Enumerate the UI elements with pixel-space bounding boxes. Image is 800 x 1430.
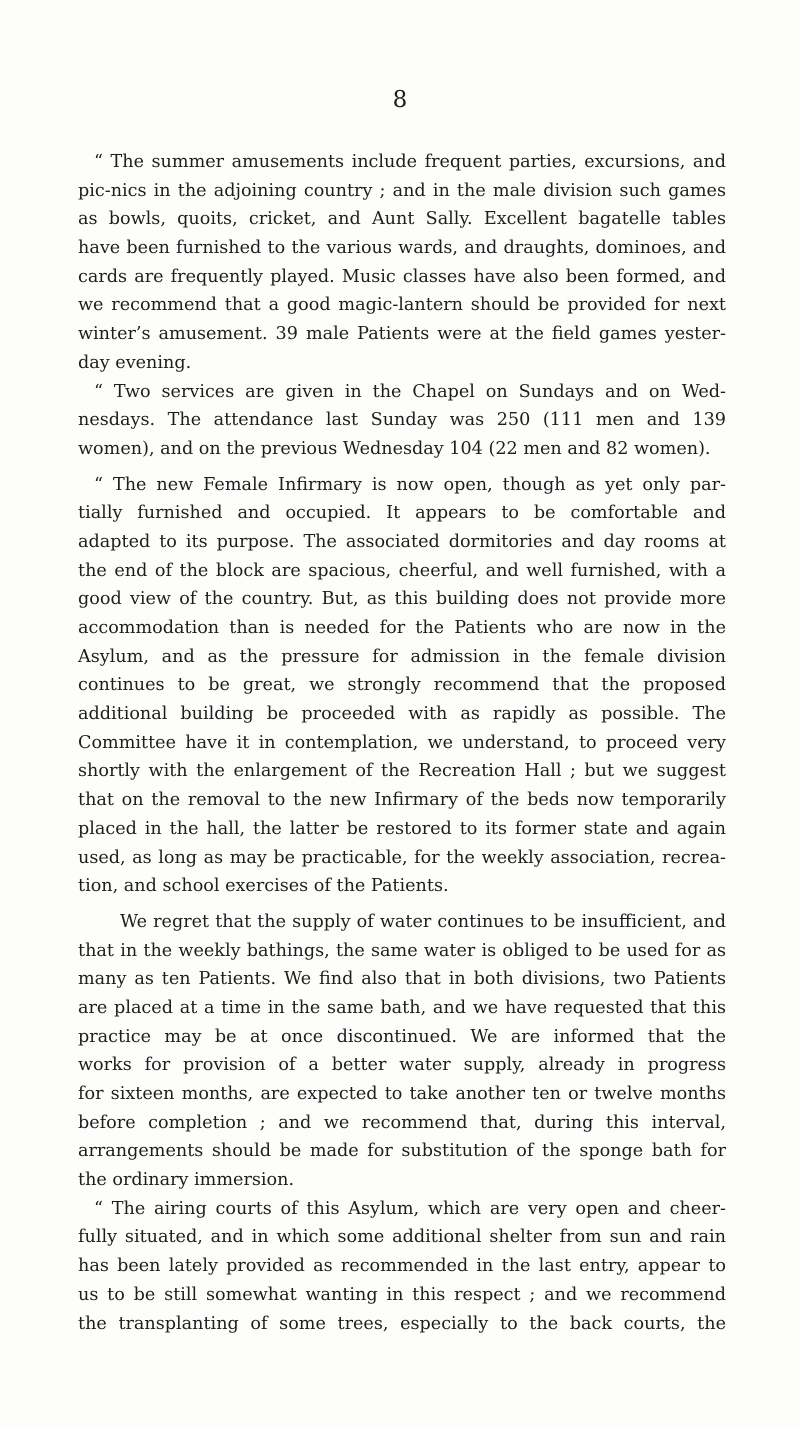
page-number: 8 — [392, 87, 408, 113]
text-line: “ The new Female Infirmary is now open, though as yet only par- — [94, 474, 726, 495]
text-line: continues to be great, we strongly recommend that the proposed — [78, 675, 726, 696]
text-line: adapted to its purpose. The associated dormitories and day rooms at — [78, 531, 726, 552]
text-line: winter’s amusement. 39 male Patients were at the field games yester- — [78, 324, 726, 345]
text-line: the end of the block are spacious, cheerful, and well furnished, with a — [78, 560, 726, 581]
text-line: cards are frequently played. Music classes have also been formed, and — [78, 266, 726, 287]
text-line: as bowls, quoits, cricket, and Aunt Sally. Excellent bagatelle tables — [78, 209, 726, 230]
text-line: fully situated, and in which some additional shelter from sun and rain — [78, 1227, 726, 1248]
text-line: Committee have it in contemplation, we understand, to proceed very — [78, 732, 726, 753]
text-line: us to be still somewhat wanting in this respect ; and we recommend — [78, 1284, 726, 1305]
text-line: that on the removal to the new Infirmary of the beds now temporarily — [78, 790, 726, 811]
text-line: nesdays. The attendance last Sunday was 250 (111 men and 139 — [78, 410, 726, 431]
text-line: shortly with the enlargement of the Recreation Hall ; but we suggest — [78, 761, 726, 782]
text-line: used, as long as may be practicable, for the weekly association, recrea- — [78, 847, 726, 868]
text-line: pic-nics in the adjoining country ; and in the male division such games — [78, 180, 726, 201]
text-line: tion, and school exercises of the Patients. — [78, 876, 449, 897]
text-line: works for provision of a better water supply, already in progress — [78, 1055, 726, 1076]
text-line: good view of the country. But, as this building does not provide more — [78, 589, 726, 610]
text-line: “ Two services are given in the Chapel on Sundays and on Wed- — [94, 381, 726, 402]
text-line: we recommend that a good magic-lantern should be provided for next — [78, 295, 726, 316]
text-line: many as ten Patients. We find also that in both divisions, two Patients — [78, 969, 726, 990]
text-line: for sixteen months, are expected to take another ten or twelve months — [78, 1084, 726, 1104]
text-line: are placed at a time in the same bath, and we have requested that this — [78, 997, 726, 1018]
text-line: additional building be proceeded with as rapidly as possible. The — [78, 704, 726, 725]
text-line: “ The summer amusements include frequent parties, excursions, and — [94, 152, 726, 172]
text-line: day evening. — [78, 352, 192, 373]
text-line: before completion ; and we recommend that, during this interval, — [78, 1112, 726, 1133]
text-line: practice may be at once discontinued. We are informed that the — [78, 1026, 726, 1047]
text-line: the transplanting of some trees, especially to the back courts, the — [78, 1313, 726, 1334]
body-text — [78, 148, 726, 1338]
text-line: We regret that the supply of water continues to be insufficient, and — [120, 911, 726, 932]
text-line: accommodation than is needed for the Patients who are now in the — [78, 618, 726, 638]
text-line: “ The airing courts of this Asylum, which are very open and cheer- — [94, 1198, 726, 1219]
text-line: women), and on the previous Wednesday 104 (22 men and 82 women). — [78, 438, 711, 459]
text-line: tially furnished and occupied. It appears to be comfortable and — [78, 503, 726, 524]
text-line: that in the weekly bathings, the same water is obliged to be used for as — [78, 940, 726, 961]
text-line: Asylum, and as the pressure for admission in the female division — [78, 646, 726, 667]
text-line: the ordinary immersion. — [78, 1170, 295, 1191]
text-line: has been lately provided as recommended in the last entry, appear to — [78, 1256, 726, 1277]
text-line: arrangements should be made for substitution of the sponge bath for — [78, 1141, 726, 1162]
text-line: placed in the hall, the latter be restored to its former state and again — [78, 818, 726, 839]
text-line: have been furnished to the various wards, and draughts, dominoes, and — [78, 238, 726, 259]
